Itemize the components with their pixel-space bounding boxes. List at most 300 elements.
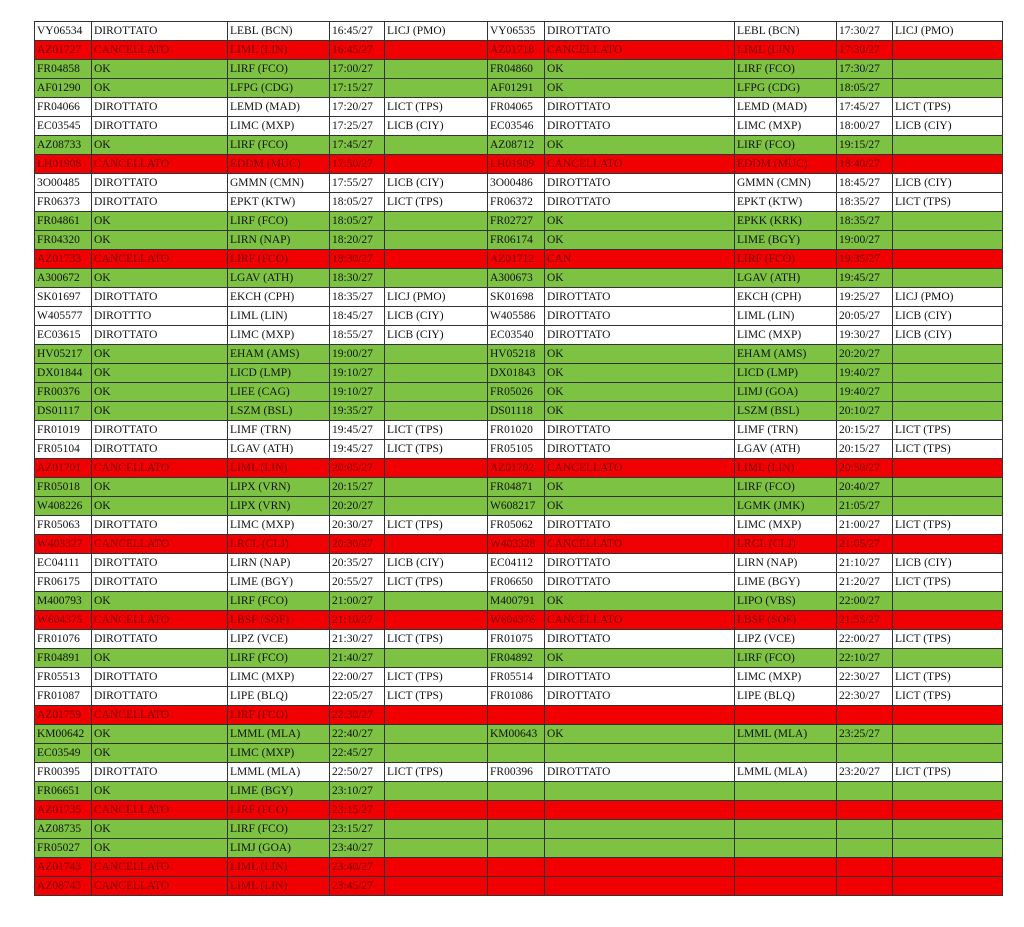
right-time-cell: 19:40/27 [837, 383, 893, 402]
left-time-cell: 23:15/27 [330, 801, 385, 820]
right-diversion-cell: LICT (TPS) [893, 440, 1003, 459]
left-status-cell: OK [92, 820, 228, 839]
right-flight-code-cell: DS01118 [488, 402, 545, 421]
right-diversion-cell [893, 402, 1003, 421]
right-time-cell: 21:10/27 [837, 554, 893, 573]
left-flight-code-cell: AZ08743 [35, 877, 92, 896]
left-time-cell: 16:45/27 [330, 41, 385, 60]
left-airport-cell: LBSF (SOF) [228, 611, 330, 630]
left-time-cell: 20:20/27 [330, 497, 385, 516]
table-row [35, 155, 1003, 174]
left-flight-code-cell: DX01844 [35, 364, 92, 383]
table-row [35, 136, 1003, 155]
right-airport-cell: LIME (BGY) [735, 573, 837, 592]
left-flight-code-cell: AZ01733 [35, 250, 92, 269]
left-flight-code-cell: LH01908 [35, 155, 92, 174]
right-flight-code-cell: KM00643 [488, 725, 545, 744]
right-time-cell [837, 801, 893, 820]
right-diversion-cell: LICB (CIY) [893, 174, 1003, 193]
right-flight-code-cell: EC03546 [488, 117, 545, 136]
right-time-cell: 18:45/27 [837, 174, 893, 193]
table-row [35, 839, 1003, 858]
left-diversion-cell [385, 478, 488, 497]
left-status-cell: DIROTTATO [92, 421, 228, 440]
right-airport-cell: LIML (LIN) [735, 459, 837, 478]
left-flight-code-cell: FR04858 [35, 60, 92, 79]
flight-status-table [34, 21, 1003, 896]
table-row [35, 573, 1003, 592]
right-time-cell: 23:25/27 [837, 725, 893, 744]
table-row [35, 877, 1003, 896]
right-status-cell: DIROTTATO [545, 98, 735, 117]
left-status-cell: DIROTTATO [92, 174, 228, 193]
left-time-cell: 18:30/27 [330, 250, 385, 269]
right-flight-code-cell: VY06535 [488, 22, 545, 41]
right-flight-code-cell: HV05218 [488, 345, 545, 364]
left-flight-code-cell: AZ01701 [35, 459, 92, 478]
left-time-cell: 17:00/27 [330, 60, 385, 79]
right-status-cell: OK [545, 649, 735, 668]
left-time-cell: 20:35/27 [330, 554, 385, 573]
right-flight-code-cell [488, 744, 545, 763]
left-time-cell: 17:15/27 [330, 79, 385, 98]
right-airport-cell: GMMN (CMN) [735, 174, 837, 193]
right-time-cell: 19:15/27 [837, 136, 893, 155]
right-status-cell: DIROTTATO [545, 440, 735, 459]
left-time-cell: 18:20/27 [330, 231, 385, 250]
right-time-cell: 20:50/27 [837, 459, 893, 478]
left-status-cell: CANCELLATO [92, 459, 228, 478]
right-diversion-cell [893, 820, 1003, 839]
right-diversion-cell [893, 345, 1003, 364]
right-status-cell: OK [545, 497, 735, 516]
right-airport-cell: LGAV (ATH) [735, 269, 837, 288]
right-diversion-cell [893, 383, 1003, 402]
right-flight-code-cell [488, 782, 545, 801]
right-airport-cell [735, 744, 837, 763]
right-diversion-cell [893, 155, 1003, 174]
left-flight-code-cell: AZ08735 [35, 820, 92, 839]
left-diversion-cell [385, 136, 488, 155]
table-row [35, 307, 1003, 326]
table-row [35, 22, 1003, 41]
right-time-cell: 17:30/27 [837, 41, 893, 60]
right-time-cell: 19:35/27 [837, 250, 893, 269]
left-diversion-cell: LICJ (PMO) [385, 288, 488, 307]
left-time-cell: 20:55/27 [330, 573, 385, 592]
right-flight-code-cell: W604376 [488, 611, 545, 630]
left-time-cell: 21:30/27 [330, 630, 385, 649]
right-diversion-cell: LICB (CIY) [893, 326, 1003, 345]
right-diversion-cell: LICT (TPS) [893, 421, 1003, 440]
table-row [35, 630, 1003, 649]
table-row [35, 174, 1003, 193]
left-flight-code-cell: FR05104 [35, 440, 92, 459]
right-status-cell: CANCELLATO [545, 611, 735, 630]
left-diversion-cell: LICT (TPS) [385, 516, 488, 535]
right-diversion-cell [893, 877, 1003, 896]
table-row [35, 478, 1003, 497]
left-airport-cell: EKCH (CPH) [228, 288, 330, 307]
right-status-cell [545, 820, 735, 839]
table-row [35, 383, 1003, 402]
right-status-cell: OK [545, 592, 735, 611]
right-status-cell: DIROTTATO [545, 687, 735, 706]
left-diversion-cell [385, 706, 488, 725]
right-diversion-cell: LICT (TPS) [893, 630, 1003, 649]
left-time-cell: 22:00/27 [330, 668, 385, 687]
right-time-cell: 19:00/27 [837, 231, 893, 250]
right-airport-cell: LIMC (MXP) [735, 516, 837, 535]
right-diversion-cell [893, 364, 1003, 383]
left-flight-code-cell: FR04066 [35, 98, 92, 117]
left-airport-cell: LIMF (TRN) [228, 421, 330, 440]
table-row [35, 269, 1003, 288]
right-status-cell: DIROTTATO [545, 117, 735, 136]
right-airport-cell: LGMK (JMK) [735, 497, 837, 516]
right-diversion-cell [893, 459, 1003, 478]
right-status-cell: DIROTTATO [545, 174, 735, 193]
left-time-cell: 20:30/27 [330, 516, 385, 535]
left-time-cell: 20:30/27 [330, 535, 385, 554]
right-airport-cell: LSZM (BSL) [735, 402, 837, 421]
right-time-cell: 18:00/27 [837, 117, 893, 136]
right-status-cell [545, 801, 735, 820]
table-row [35, 592, 1003, 611]
left-flight-code-cell: DS01117 [35, 402, 92, 421]
left-status-cell: OK [92, 649, 228, 668]
right-status-cell: OK [545, 364, 735, 383]
left-status-cell: DIROTTATO [92, 687, 228, 706]
left-flight-code-cell: EC03549 [35, 744, 92, 763]
left-airport-cell: LIMC (MXP) [228, 117, 330, 136]
right-airport-cell: LIMJ (GOA) [735, 383, 837, 402]
right-status-cell: OK [545, 60, 735, 79]
right-diversion-cell: LICT (TPS) [893, 668, 1003, 687]
left-airport-cell: LGAV (ATH) [228, 440, 330, 459]
right-diversion-cell [893, 649, 1003, 668]
left-airport-cell: LIPE (BLQ) [228, 687, 330, 706]
right-status-cell: DIROTTATO [545, 22, 735, 41]
right-airport-cell: LIRF (FCO) [735, 478, 837, 497]
left-status-cell: OK [92, 497, 228, 516]
left-airport-cell: LIRF (FCO) [228, 820, 330, 839]
right-diversion-cell [893, 497, 1003, 516]
right-flight-code-cell [488, 839, 545, 858]
right-flight-code-cell: SK01698 [488, 288, 545, 307]
right-status-cell: OK [545, 345, 735, 364]
right-flight-code-cell: AZ01702 [488, 459, 545, 478]
left-diversion-cell [385, 364, 488, 383]
right-flight-code-cell: EC04112 [488, 554, 545, 573]
right-diversion-cell [893, 801, 1003, 820]
left-status-cell: DIROTTATO [92, 554, 228, 573]
right-time-cell: 20:20/27 [837, 345, 893, 364]
left-flight-code-cell: FR04861 [35, 212, 92, 231]
right-flight-code-cell: FR06372 [488, 193, 545, 212]
right-diversion-cell [893, 858, 1003, 877]
left-diversion-cell: LICT (TPS) [385, 668, 488, 687]
left-time-cell: 17:20/27 [330, 98, 385, 117]
table-row [35, 231, 1003, 250]
right-flight-code-cell: M400791 [488, 592, 545, 611]
right-flight-code-cell: W608217 [488, 497, 545, 516]
table-row [35, 98, 1003, 117]
table-row [35, 421, 1003, 440]
left-airport-cell: GMMN (CMN) [228, 174, 330, 193]
left-diversion-cell: LICB (CIY) [385, 307, 488, 326]
left-time-cell: 18:05/27 [330, 212, 385, 231]
left-airport-cell: LIRN (NAP) [228, 554, 330, 573]
left-airport-cell: LIMC (MXP) [228, 516, 330, 535]
right-diversion-cell [893, 782, 1003, 801]
right-airport-cell: LIML (LIN) [735, 41, 837, 60]
right-flight-code-cell: W405586 [488, 307, 545, 326]
left-status-cell: DIROTTATO [92, 440, 228, 459]
right-time-cell: 20:10/27 [837, 402, 893, 421]
left-diversion-cell: LICT (TPS) [385, 763, 488, 782]
right-airport-cell [735, 877, 837, 896]
right-airport-cell: LGAV (ATH) [735, 440, 837, 459]
right-airport-cell: LEMD (MAD) [735, 98, 837, 117]
left-flight-code-cell: AZ01743 [35, 858, 92, 877]
left-status-cell: CANCELLATO [92, 155, 228, 174]
table-row [35, 649, 1003, 668]
right-diversion-cell [893, 592, 1003, 611]
right-airport-cell: LIRN (NAP) [735, 554, 837, 573]
right-status-cell: DIROTTATO [545, 421, 735, 440]
right-status-cell [545, 706, 735, 725]
left-diversion-cell [385, 649, 488, 668]
left-diversion-cell [385, 782, 488, 801]
left-status-cell: DIROTTATO [92, 288, 228, 307]
right-status-cell: OK [545, 478, 735, 497]
left-flight-code-cell: FR05513 [35, 668, 92, 687]
left-airport-cell: LIML (LIN) [228, 307, 330, 326]
left-flight-code-cell: FR04891 [35, 649, 92, 668]
right-diversion-cell: LICB (CIY) [893, 307, 1003, 326]
right-status-cell: DIROTTATO [545, 193, 735, 212]
right-diversion-cell: LICT (TPS) [893, 516, 1003, 535]
left-airport-cell: EHAM (AMS) [228, 345, 330, 364]
left-airport-cell: LIPX (VRN) [228, 478, 330, 497]
left-flight-code-cell: AZ01727 [35, 41, 92, 60]
left-airport-cell: LIRF (FCO) [228, 649, 330, 668]
right-airport-cell: LIRF (FCO) [735, 60, 837, 79]
left-flight-code-cell: FR00395 [35, 763, 92, 782]
left-flight-code-cell: W405577 [35, 307, 92, 326]
right-airport-cell: LICD (LMP) [735, 364, 837, 383]
left-status-cell: CANCELLATO [92, 535, 228, 554]
left-diversion-cell: LICJ (PMO) [385, 22, 488, 41]
right-diversion-cell: LICJ (PMO) [893, 22, 1003, 41]
table-row [35, 820, 1003, 839]
right-status-cell: DIROTTATO [545, 307, 735, 326]
left-status-cell: OK [92, 269, 228, 288]
left-status-cell: DIROTTATO [92, 516, 228, 535]
left-diversion-cell [385, 250, 488, 269]
left-airport-cell: LIRF (FCO) [228, 250, 330, 269]
right-status-cell: CANCELLATO [545, 41, 735, 60]
left-flight-code-cell: A300672 [35, 269, 92, 288]
left-flight-code-cell: W403327 [35, 535, 92, 554]
right-flight-code-cell: AF01291 [488, 79, 545, 98]
right-airport-cell: LIME (BGY) [735, 231, 837, 250]
left-diversion-cell [385, 877, 488, 896]
left-status-cell: CANCELLATO [92, 250, 228, 269]
left-status-cell: OK [92, 231, 228, 250]
right-time-cell: 19:30/27 [837, 326, 893, 345]
left-airport-cell: LIMC (MXP) [228, 326, 330, 345]
left-airport-cell: LFPG (CDG) [228, 79, 330, 98]
right-status-cell: DIROTTATO [545, 630, 735, 649]
table-row [35, 60, 1003, 79]
left-status-cell: CANCELLATO [92, 877, 228, 896]
left-airport-cell: LIMJ (GOA) [228, 839, 330, 858]
right-time-cell: 22:30/27 [837, 668, 893, 687]
right-flight-code-cell: LH01909 [488, 155, 545, 174]
right-flight-code-cell [488, 801, 545, 820]
left-status-cell: OK [92, 345, 228, 364]
left-flight-code-cell: M400793 [35, 592, 92, 611]
left-time-cell: 17:50/27 [330, 155, 385, 174]
right-status-cell: DIROTTATO [545, 554, 735, 573]
right-status-cell: CANCELLATO [545, 459, 735, 478]
table-row [35, 79, 1003, 98]
right-diversion-cell [893, 535, 1003, 554]
left-status-cell: DIROTTATO [92, 117, 228, 136]
left-diversion-cell [385, 725, 488, 744]
left-flight-code-cell: FR01087 [35, 687, 92, 706]
left-status-cell: DIROTTATO [92, 573, 228, 592]
left-diversion-cell [385, 60, 488, 79]
right-time-cell: 21:55/27 [837, 611, 893, 630]
left-diversion-cell: LICT (TPS) [385, 440, 488, 459]
right-diversion-cell [893, 250, 1003, 269]
table-row [35, 402, 1003, 421]
right-status-cell: OK [545, 212, 735, 231]
right-status-cell [545, 744, 735, 763]
left-diversion-cell: LICT (TPS) [385, 630, 488, 649]
right-airport-cell: LMML (MLA) [735, 763, 837, 782]
left-time-cell: 22:40/27 [330, 725, 385, 744]
right-airport-cell: LIMC (MXP) [735, 668, 837, 687]
right-diversion-cell: LICT (TPS) [893, 193, 1003, 212]
left-diversion-cell [385, 402, 488, 421]
table-row [35, 364, 1003, 383]
table-row [35, 706, 1003, 725]
left-time-cell: 19:45/27 [330, 440, 385, 459]
left-flight-code-cell: AZ08733 [35, 136, 92, 155]
left-time-cell: 18:05/27 [330, 193, 385, 212]
table-row [35, 725, 1003, 744]
left-airport-cell: EDDM (MUC) [228, 155, 330, 174]
left-airport-cell: LIML (LIN) [228, 459, 330, 478]
left-flight-code-cell: FR06651 [35, 782, 92, 801]
table-row [35, 459, 1003, 478]
left-flight-code-cell: FR06175 [35, 573, 92, 592]
right-airport-cell: LIPE (BLQ) [735, 687, 837, 706]
left-flight-code-cell: 3O00485 [35, 174, 92, 193]
left-status-cell: OK [92, 478, 228, 497]
left-diversion-cell [385, 459, 488, 478]
left-airport-cell: LEBL (BCN) [228, 22, 330, 41]
right-time-cell: 22:30/27 [837, 687, 893, 706]
right-status-cell [545, 858, 735, 877]
left-diversion-cell: LICB (CIY) [385, 554, 488, 573]
left-flight-code-cell: FR01076 [35, 630, 92, 649]
right-time-cell: 18:35/27 [837, 212, 893, 231]
right-flight-code-cell: FR05062 [488, 516, 545, 535]
right-flight-code-cell [488, 858, 545, 877]
right-time-cell: 18:40/27 [837, 155, 893, 174]
right-diversion-cell [893, 60, 1003, 79]
left-status-cell: OK [92, 136, 228, 155]
left-status-cell: DIROTTATO [92, 22, 228, 41]
table-row [35, 288, 1003, 307]
right-airport-cell [735, 801, 837, 820]
table-row [35, 516, 1003, 535]
left-time-cell: 18:35/27 [330, 288, 385, 307]
left-diversion-cell [385, 231, 488, 250]
left-status-cell: OK [92, 839, 228, 858]
left-diversion-cell [385, 839, 488, 858]
left-time-cell: 19:00/27 [330, 345, 385, 364]
right-time-cell: 20:40/27 [837, 478, 893, 497]
right-flight-code-cell: FR01075 [488, 630, 545, 649]
left-flight-code-cell: EC03545 [35, 117, 92, 136]
table-row [35, 117, 1003, 136]
table-row [35, 193, 1003, 212]
right-status-cell: DIROTTATO [545, 668, 735, 687]
left-status-cell: OK [92, 212, 228, 231]
left-diversion-cell: LICT (TPS) [385, 98, 488, 117]
right-flight-code-cell: EC03540 [488, 326, 545, 345]
right-time-cell [837, 820, 893, 839]
right-diversion-cell: LICT (TPS) [893, 98, 1003, 117]
left-flight-code-cell: AZ01759 [35, 706, 92, 725]
right-status-cell: OK [545, 402, 735, 421]
right-airport-cell [735, 820, 837, 839]
left-flight-code-cell: SK01697 [35, 288, 92, 307]
left-time-cell: 21:40/27 [330, 649, 385, 668]
right-time-cell: 22:00/27 [837, 630, 893, 649]
left-status-cell: OK [92, 725, 228, 744]
right-time-cell: 18:35/27 [837, 193, 893, 212]
right-diversion-cell [893, 839, 1003, 858]
right-time-cell: 21:05/27 [837, 497, 893, 516]
left-diversion-cell [385, 383, 488, 402]
left-airport-cell: EPKT (KTW) [228, 193, 330, 212]
left-status-cell: OK [92, 782, 228, 801]
right-time-cell: 22:00/27 [837, 592, 893, 611]
right-flight-code-cell: 3O00486 [488, 174, 545, 193]
left-flight-code-cell: FR05018 [35, 478, 92, 497]
left-airport-cell: LIRF (FCO) [228, 706, 330, 725]
left-time-cell: 21:00/27 [330, 592, 385, 611]
left-airport-cell: LIRF (FCO) [228, 60, 330, 79]
table-row [35, 858, 1003, 877]
right-airport-cell [735, 858, 837, 877]
left-airport-cell: LGAV (ATH) [228, 269, 330, 288]
right-time-cell: 22:10/27 [837, 649, 893, 668]
left-time-cell: 22:45/27 [330, 744, 385, 763]
right-status-cell: DIROTTATO [545, 573, 735, 592]
left-airport-cell: LIML (LIN) [228, 41, 330, 60]
right-status-cell [545, 877, 735, 896]
left-time-cell: 19:45/27 [330, 421, 385, 440]
right-flight-code-cell: FR02727 [488, 212, 545, 231]
